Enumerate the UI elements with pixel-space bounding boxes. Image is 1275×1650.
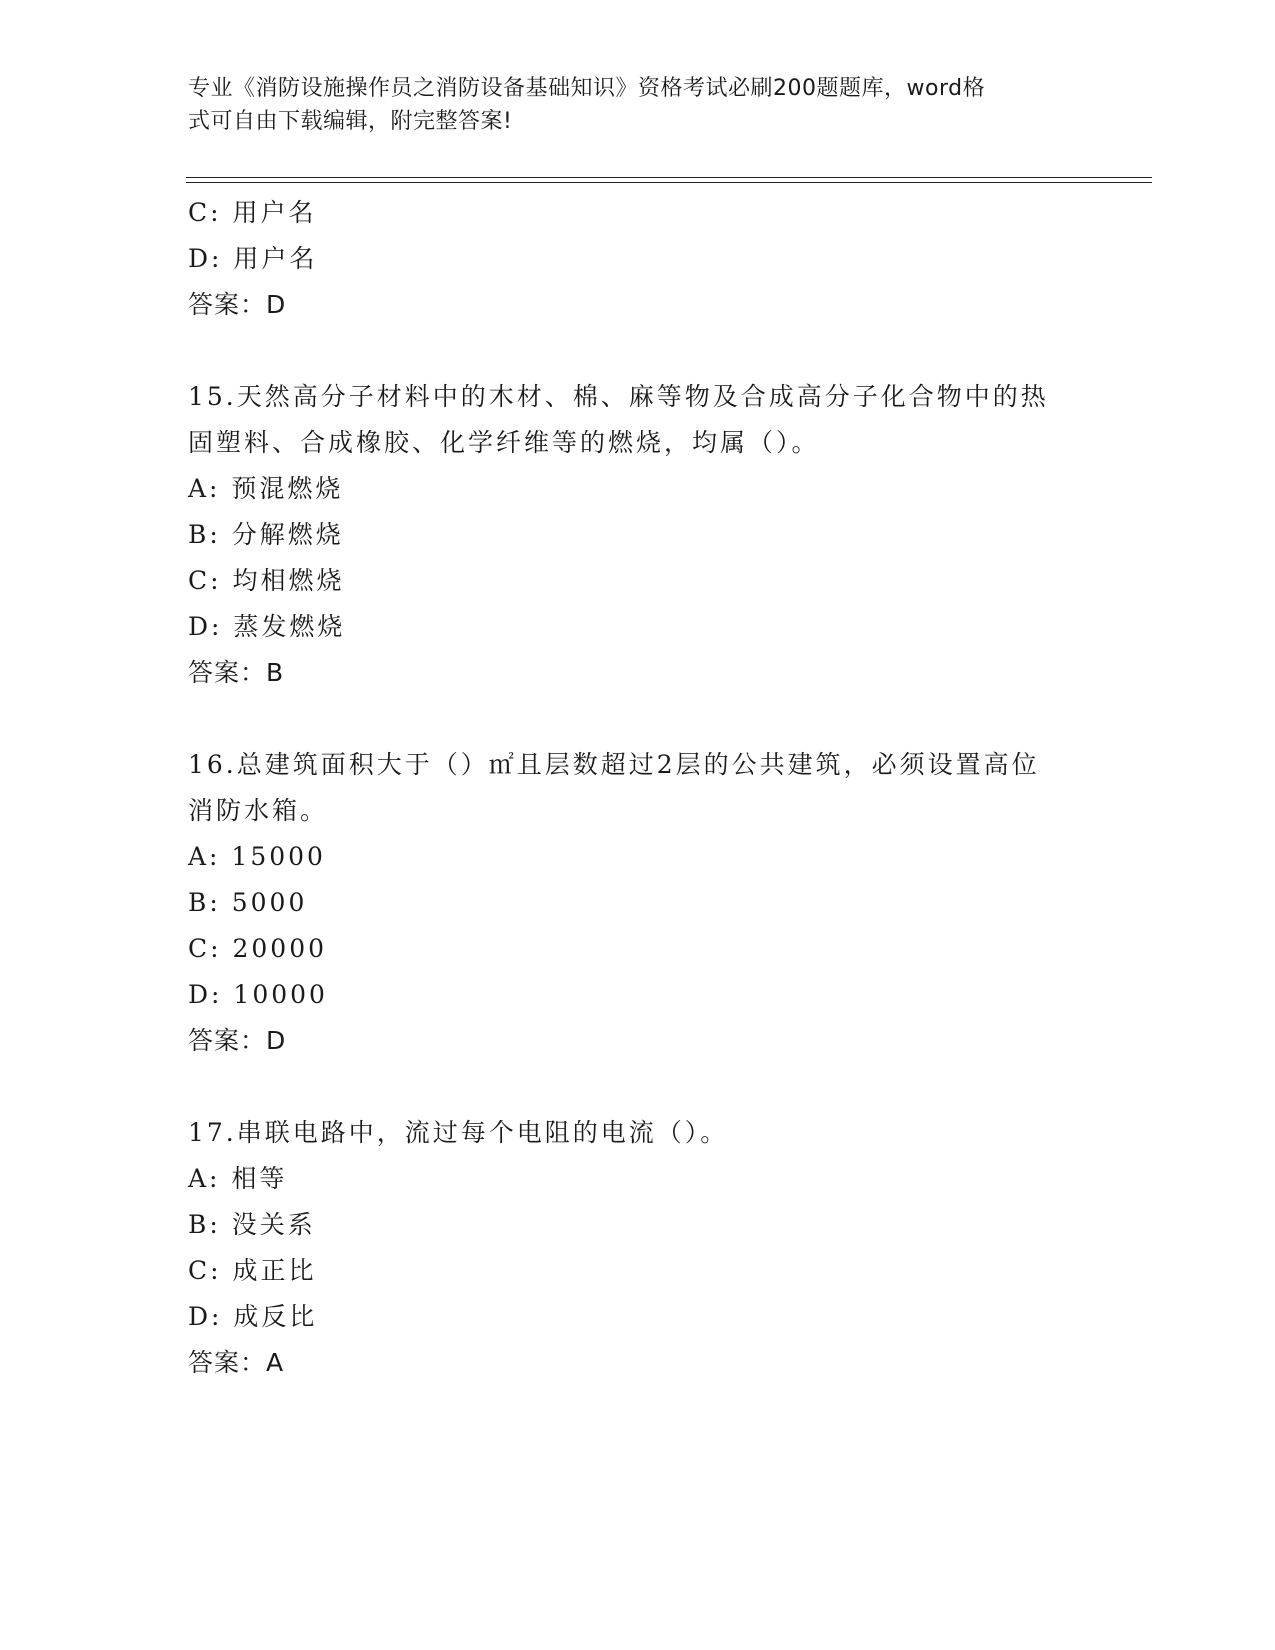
previous-question-tail	[188, 190, 1088, 328]
spacer	[188, 328, 1088, 374]
option-b: B: 分解燃烧	[188, 520, 344, 549]
question-text-line: 17.串联电路中，流过每个电阻的电流（）。	[188, 1118, 729, 1147]
option-d: D: 用户名	[188, 244, 318, 273]
question-17	[188, 1110, 1088, 1386]
header-divider-top	[186, 177, 1152, 178]
option-d: D: 蒸发燃烧	[188, 612, 346, 641]
option-c: C: 用户名	[188, 198, 317, 227]
header-divider-bottom	[186, 182, 1152, 183]
answer-line: 答案：B	[188, 658, 285, 687]
spacer	[188, 696, 1088, 742]
question-list	[188, 190, 1088, 1386]
header-line-2: 式可自由下载编辑，附完整答案!	[188, 109, 513, 134]
header-line-1: 专业《消防设施操作员之消防设备基础知识》资格考试必刷200题题库，word格	[188, 76, 986, 101]
option-b: B: 5000	[188, 888, 308, 917]
question-text-line: 消防水箱。	[188, 796, 329, 825]
option-d: D: 成反比	[188, 1302, 318, 1331]
question-text-line: 15.天然高分子材料中的木材、棉、麻等物及合成高分子化合物中的热	[188, 382, 1049, 411]
answer-line: 答案：D	[188, 1026, 287, 1055]
answer-line: 答案：A	[188, 1348, 285, 1377]
document-header	[188, 72, 1068, 138]
question-text-line: 16.总建筑面积大于（）㎡且层数超过2层的公共建筑，必须设置高位	[188, 750, 1040, 779]
spacer	[188, 1064, 1088, 1110]
option-c: C: 均相燃烧	[188, 566, 345, 595]
answer-line: 答案：D	[188, 290, 287, 319]
option-a: A: 相等	[188, 1164, 288, 1193]
option-a: A: 预混燃烧	[188, 474, 344, 503]
option-c: C: 成正比	[188, 1256, 317, 1285]
option-d: D: 10000	[188, 980, 328, 1009]
option-a: A: 15000	[188, 842, 326, 871]
question-15	[188, 374, 1088, 696]
question-16	[188, 742, 1088, 1064]
question-text-line: 固塑料、合成橡胶、化学纤维等的燃烧，均属（）。	[188, 428, 820, 457]
option-b: B: 没关系	[188, 1210, 316, 1239]
option-c: C: 20000	[188, 934, 328, 963]
